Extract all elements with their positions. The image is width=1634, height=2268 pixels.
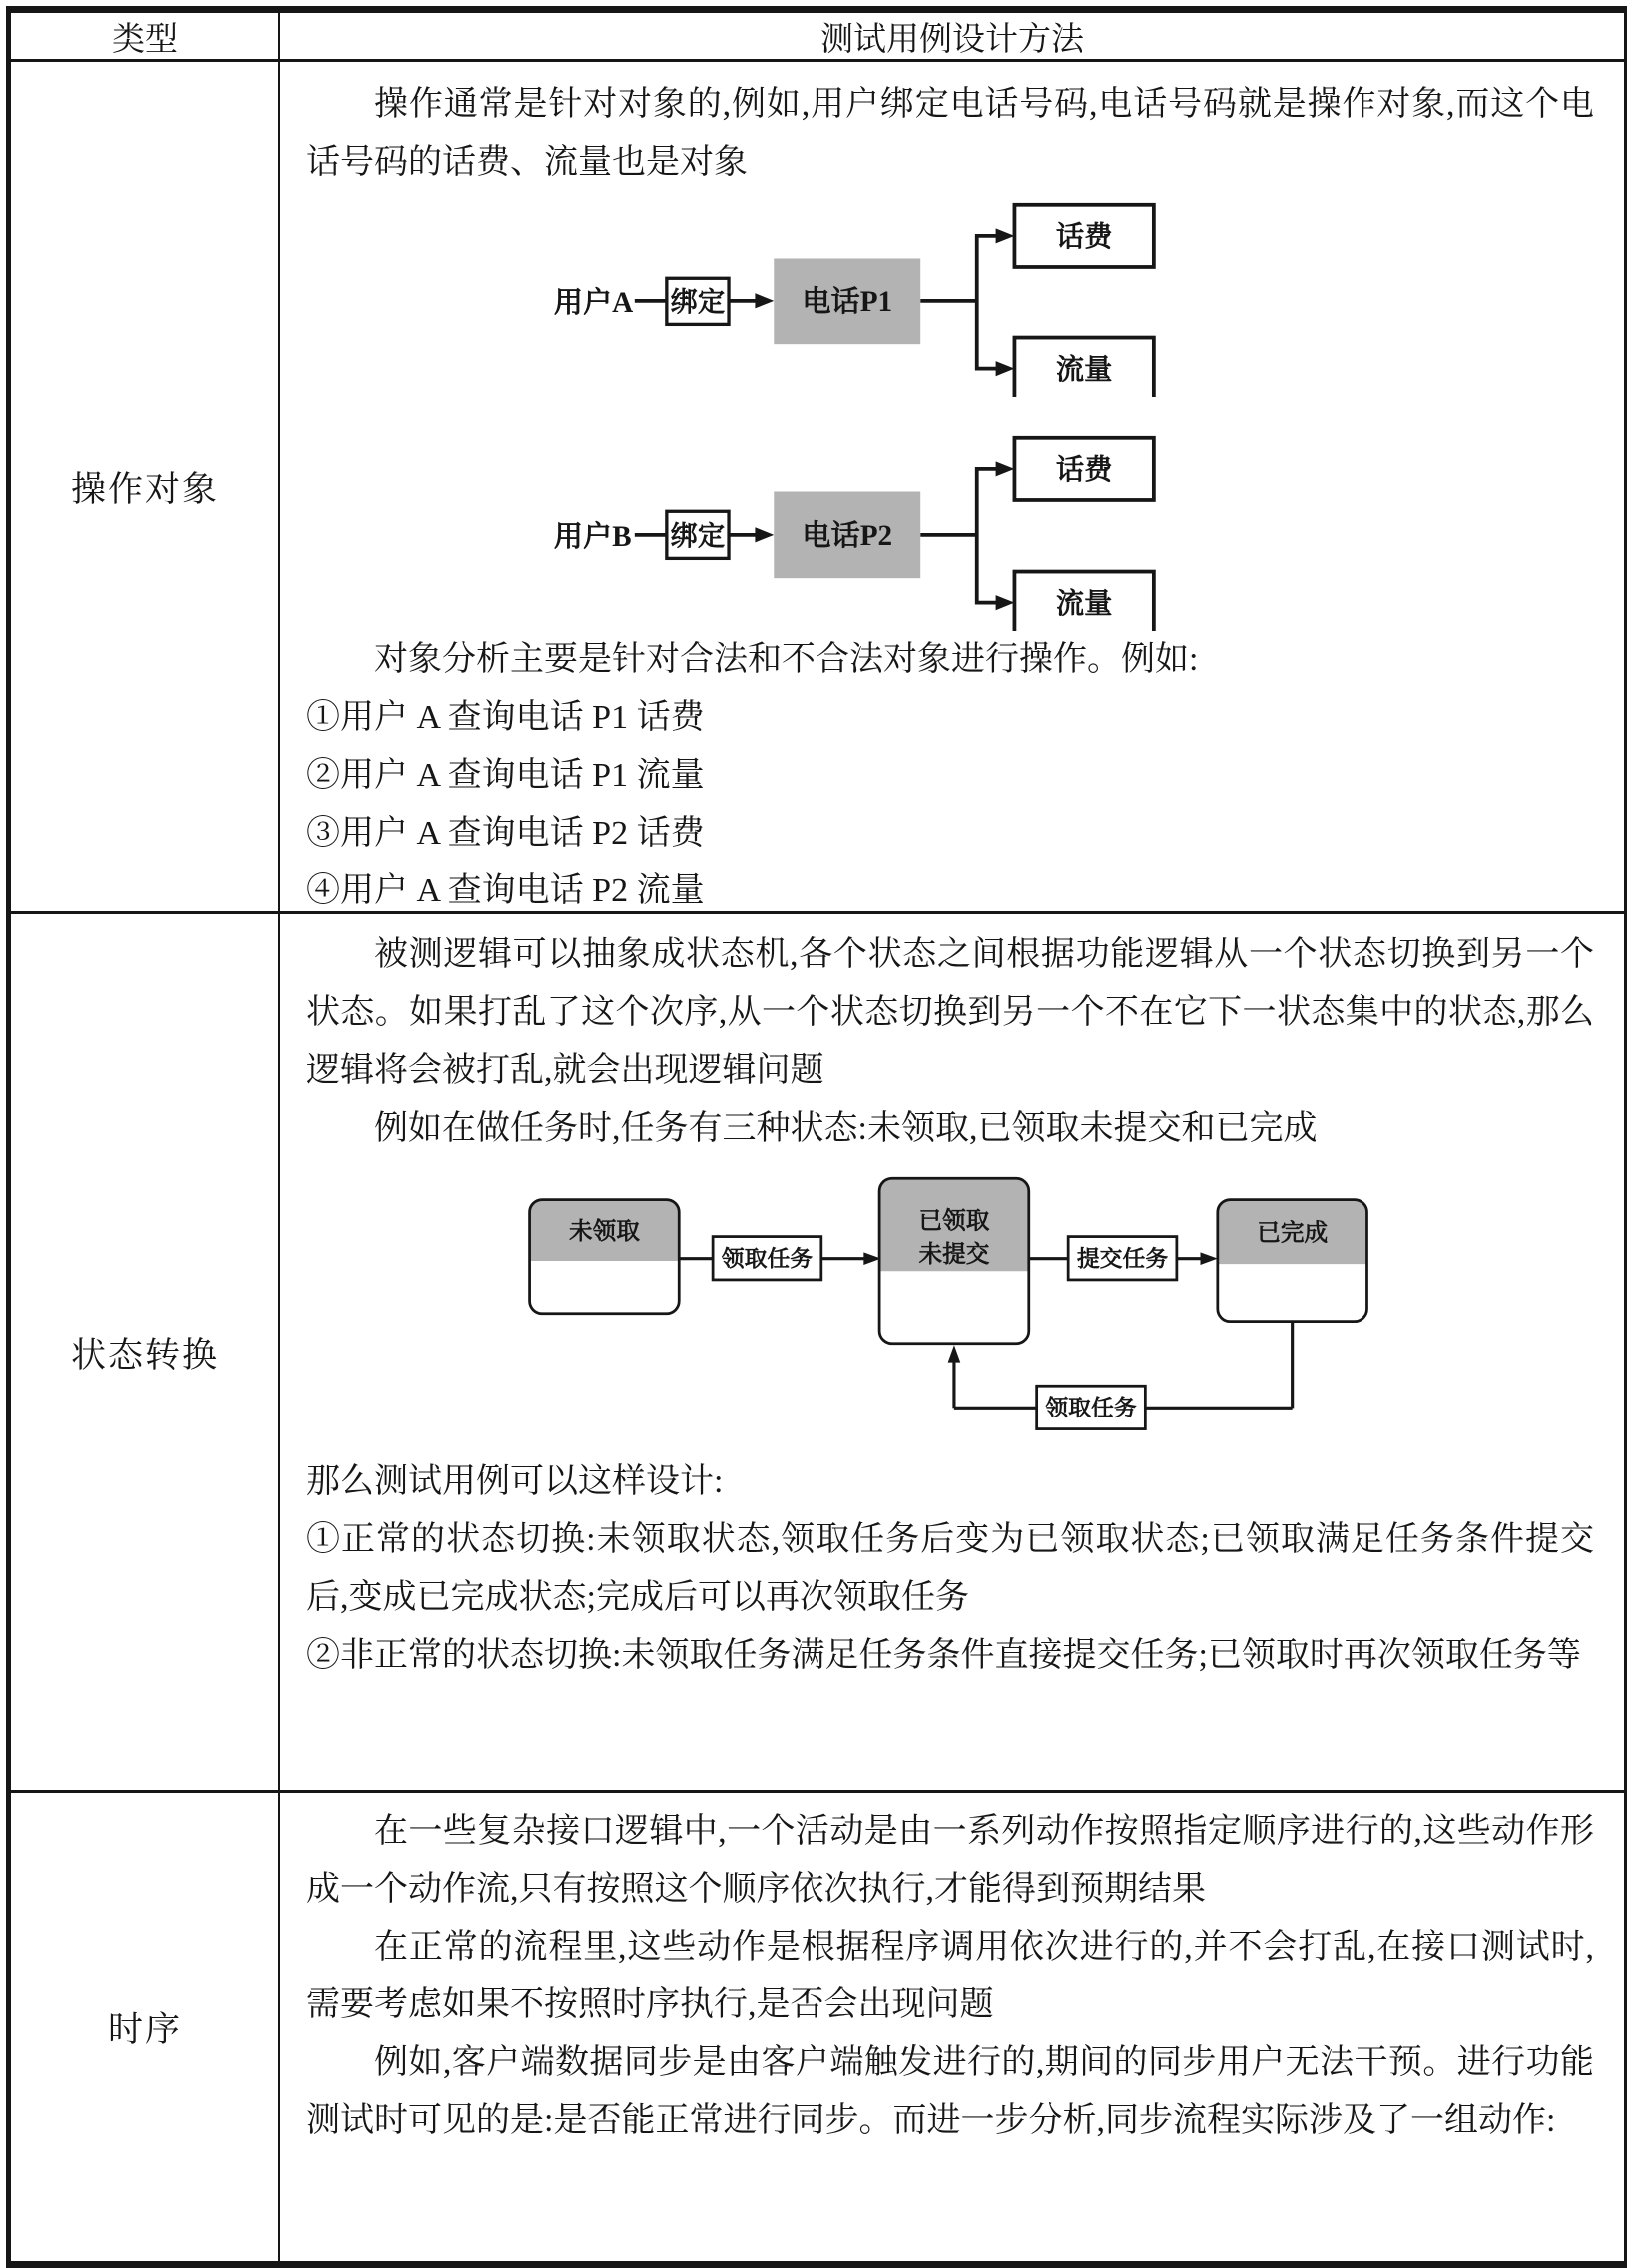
paragraph-timing-2: 在正常的流程里,这些动作是根据程序调用依次进行的,并不会打乱,在接口测试时,需要考虑如果不按照时序执行,是否会出现问题	[306, 1929, 1594, 2023]
action-reclaim-label: 领取任务	[1045, 1396, 1137, 1421]
paragraph-timing-1: 在一些复杂接口逻辑中,一个活动是由一系列动作按照指定顺序进行的,这些动作形成一个动作流,只有按照这个顺序依次执行,才能得到预期结果	[306, 1813, 1594, 1908]
phone-p2-label: 电话P2	[802, 520, 893, 553]
phone-p1-label: 电话P1	[802, 286, 893, 319]
row-label-state-transition-text: 状态转换	[70, 1335, 219, 1375]
bind-label: 绑定	[670, 287, 726, 318]
arrowhead-icon	[755, 293, 774, 308]
row-content-operation-object	[280, 62, 1624, 914]
row-content-state-transition	[280, 914, 1624, 1793]
paragraph-object-analysis: 对象分析主要是针对合法和不合法对象进行操作。例如:	[374, 641, 1199, 678]
arrowhead-icon	[755, 527, 774, 542]
arrowhead-icon	[1200, 1252, 1217, 1265]
arrowhead-icon	[948, 1345, 961, 1362]
fee-label: 话费	[1055, 455, 1113, 487]
user-a-label: 用户A	[553, 287, 634, 320]
action-box-claim	[713, 1237, 821, 1280]
row-label-state-transition	[11, 914, 280, 1793]
action-claim-label: 领取任务	[721, 1246, 814, 1272]
header-method-label: 测试用例设计方法	[820, 21, 1084, 58]
case-item-2: ②用户 A 查询电话 P1 流量	[306, 757, 705, 794]
bind-label: 绑定	[670, 521, 726, 552]
data-label: 流量	[1055, 589, 1113, 621]
state-done-label: 已完成	[1257, 1220, 1329, 1247]
paragraph-state-intro: 被测逻辑可以抽象成状态机,各个状态之间根据功能逻辑从一个状态切换到另一个状态。如果打乱了这个次序,从一个状态切换到另一个不在它下一状态集中的状态,那么逻辑将会被打乱,就会出现逻辑问题	[306, 936, 1594, 1089]
fee-label: 话费	[1055, 222, 1113, 254]
arrowhead-icon	[996, 461, 1015, 476]
action-box-submit	[1068, 1237, 1177, 1280]
row-label-timing-text: 时序	[107, 2009, 182, 2049]
state-machine-diagram	[486, 1172, 1414, 1453]
paragraph-design-intro: 那么测试用例可以这样设计:	[306, 1463, 724, 1500]
design-case-1: ①正常的状态切换:未领取状态,领取任务后变为已领取状态;已领取满足任务条件提交后,变成已完成状态;完成后可以再次领取任务	[306, 1521, 1594, 1616]
paragraph-timing-3: 例如,客户端数据同步是由客户端触发进行的,期间的同步用户无法干预。进行功能测试时可见的是:是否能正常进行同步。而进一步分析,同步流程实际涉及了一组动作:	[306, 2044, 1594, 2139]
arrowhead-icon	[996, 361, 1015, 376]
header-type-label: 类型	[112, 21, 178, 58]
state-claimed-label-line1: 已领取	[918, 1208, 990, 1235]
binding-diagram-user-b	[518, 433, 1233, 631]
action-submit-label: 提交任务	[1076, 1246, 1169, 1272]
arrowhead-icon	[996, 595, 1015, 610]
test-case-design-table	[6, 6, 1627, 2268]
arrowhead-icon	[996, 228, 1015, 243]
header-cell-type	[11, 13, 280, 62]
action-box-reclaim	[1037, 1386, 1146, 1428]
user-b-label: 用户B	[553, 521, 632, 554]
case-item-4: ④用户 A 查询电话 P2 流量	[306, 872, 705, 909]
row-content-timing	[280, 1793, 1624, 2261]
paragraph-operation-intro: 操作通常是针对对象的,例如,用户绑定电话号码,电话号码就是操作对象,而这个电话号码的话费、流量也是对象	[306, 86, 1594, 181]
state-box-unclaimed	[530, 1200, 680, 1314]
row-label-operation-object	[11, 62, 280, 914]
case-item-3: ③用户 A 查询电话 P2 话费	[306, 815, 705, 851]
data-label: 流量	[1055, 355, 1113, 387]
binding-diagram-user-a	[518, 200, 1233, 397]
paragraph-state-example: 例如在做任务时,任务有三种状态:未领取,已领取未提交和已完成	[374, 1110, 1318, 1147]
state-unclaimed-label: 未领取	[568, 1218, 640, 1245]
state-box-done	[1218, 1200, 1367, 1322]
row-label-operation-object-text: 操作对象	[70, 469, 219, 509]
row-label-timing	[11, 1793, 280, 2261]
case-item-1: ①用户 A 查询电话 P1 话费	[306, 699, 705, 736]
header-cell-method	[280, 13, 1624, 62]
state-box-claimed-unsubmitted	[879, 1178, 1029, 1343]
state-claimed-label-line2: 未提交	[918, 1241, 990, 1268]
design-case-2: ②非正常的状态切换:未领取任务满足任务条件直接提交任务;已领取时再次领取任务等	[306, 1637, 1581, 1674]
